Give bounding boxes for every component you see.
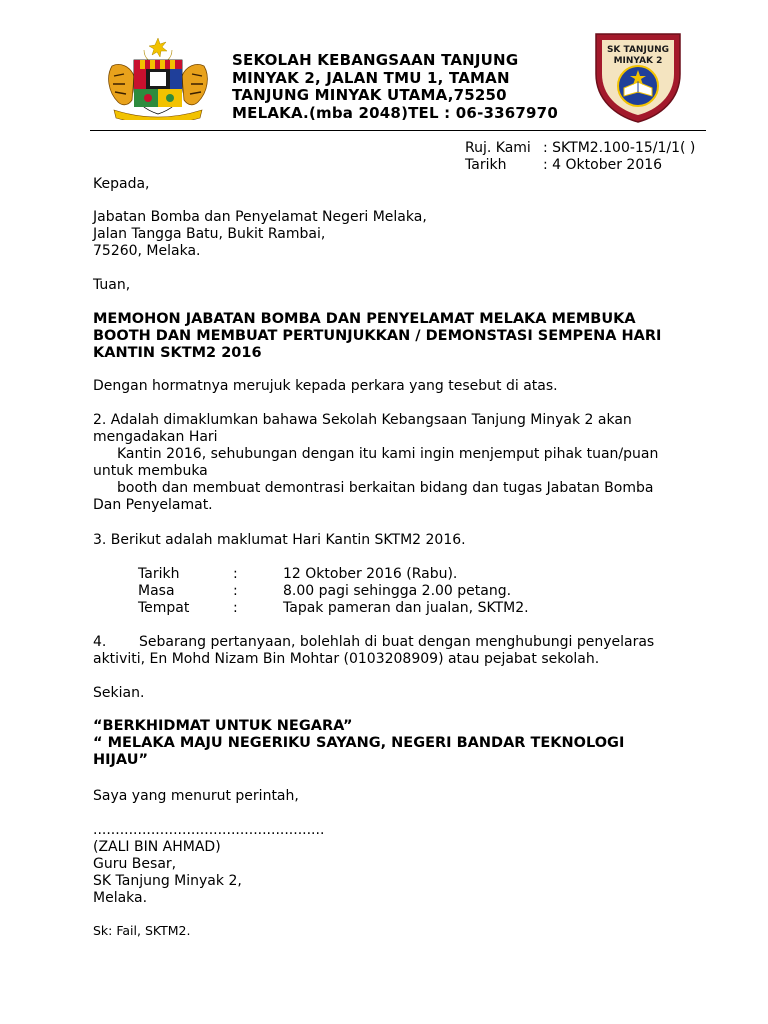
- detail-label: Masa: [138, 583, 175, 599]
- detail-row-time: [138, 583, 529, 600]
- paragraph-4: [93, 634, 654, 668]
- paragraph-2-line-2: mengadakan Hari: [93, 429, 218, 445]
- detail-colon: :: [233, 583, 238, 599]
- detail-row-place: [138, 600, 529, 617]
- detail-value: 8.00 pagi sehingga 2.00 petang.: [283, 583, 512, 599]
- logo-text-line-1: SK TANJUNG: [606, 45, 670, 55]
- date-label: Tarikh: [465, 157, 507, 173]
- paragraph-4-number: 4.: [93, 634, 107, 650]
- motto-line-2: “ MELAKA MAJU NEGERIKU SAYANG, NEGERI BANDAR TEKNOLOGI: [93, 735, 625, 751]
- carbon-copy: Sk: Fail, SKTM2.: [93, 923, 191, 938]
- detail-label: Tarikh: [138, 566, 180, 582]
- paragraph-2-line-4: untuk membuka: [93, 463, 208, 479]
- reference-block: [465, 140, 695, 174]
- recipient-line-1: Jabatan Bomba dan Penyelamat Negeri Melaka,: [93, 209, 427, 225]
- paragraph-4-line-2: aktiviti, En Mohd Nizam Bin Mohtar (0103208909) atau pejabat sekolah.: [93, 651, 600, 667]
- signature-block: [93, 822, 324, 907]
- school-name-line-1: SEKOLAH KEBANGSAAN TANJUNG: [232, 51, 519, 69]
- motto-block: [93, 718, 624, 769]
- paragraph-2-line-1: 2. Adalah dimaklumkan bahawa Sekolah Kebangsaan Tanjung Minyak 2 akan: [93, 412, 632, 428]
- paragraph-2-line-5: booth dan membuat demontrasi berkaitan bidang dan tugas Jabatan Bomba: [117, 480, 654, 496]
- opening-paragraph: Dengan hormatnya merujuk kepada perkara yang tesebut di atas.: [93, 378, 558, 394]
- reference-number-row: [465, 140, 695, 157]
- event-details: [138, 566, 529, 617]
- detail-label: Tempat: [138, 600, 190, 616]
- paragraph-2-line-3: Kantin 2016, sehubungan dengan itu kami ingin menjemput pihak tuan/puan: [117, 446, 659, 462]
- detail-value: Tapak pameran dan jualan, SKTM2.: [283, 600, 529, 616]
- signature-line: ....................................................: [93, 822, 325, 838]
- reference-value: : SKTM2.100-15/1/1( ): [543, 140, 696, 156]
- reference-label: Ruj. Kami: [465, 140, 531, 156]
- paragraph-3: 3. Berikut adalah maklumat Hari Kantin SKTM2 2016.: [93, 532, 466, 548]
- signatory-school: SK Tanjung Minyak 2,: [93, 873, 242, 889]
- detail-row-date: [138, 566, 529, 583]
- signatory-place: Melaka.: [93, 890, 148, 906]
- date-row: [465, 157, 695, 174]
- date-value: : 4 Oktober 2016: [543, 157, 663, 173]
- detail-colon: :: [233, 566, 238, 582]
- coat-of-arms-logo: [104, 36, 212, 120]
- paragraph-4-text: Sebarang pertanyaan, bolehlah di buat dengan menghubungi penyelaras: [139, 634, 655, 650]
- paragraph-4-line-1: [93, 634, 654, 651]
- logo-text-line-2: MINYAK 2: [613, 56, 663, 66]
- motto-line-1: “BERKHIDMAT UNTUK NEGARA”: [93, 718, 353, 734]
- recipient-line-3: 75260, Melaka.: [93, 243, 201, 259]
- signatory-name: (ZALI BIN AHMAD): [93, 839, 221, 855]
- detail-colon: :: [233, 600, 238, 616]
- subject-line-2: BOOTH DAN MEMBUAT PERTUNJUKKAN / DEMONSTASI SEMPENA HARI: [93, 328, 662, 344]
- letter-subject: [93, 311, 661, 362]
- subject-line-1: MEMOHON JABATAN BOMBA DAN PENYELAMAT MELAKA MEMBUKA: [93, 311, 636, 327]
- closing: Sekian.: [93, 685, 145, 701]
- school-address-line-4: MELAKA.(mba 2048)TEL : 06-3367970: [232, 103, 558, 122]
- recipient-address: [93, 209, 427, 260]
- paragraph-2: [93, 412, 658, 514]
- motto-line-3: HIJAU”: [93, 752, 149, 768]
- salutation: Tuan,: [93, 277, 131, 293]
- signature-intro: Saya yang menurut perintah,: [93, 788, 299, 804]
- recipient-line-2: Jalan Tangga Batu, Bukit Rambai,: [93, 226, 326, 242]
- paragraph-2-line-6: Dan Penyelamat.: [93, 497, 213, 513]
- subject-line-3: KANTIN SKTM2 2016: [93, 345, 262, 361]
- detail-value: 12 Oktober 2016 (Rabu).: [283, 566, 458, 582]
- school-letterhead: [232, 52, 582, 122]
- recipient-greeting: Kepada,: [93, 176, 150, 192]
- header-divider: [90, 130, 706, 131]
- school-address-line-3: TANJUNG MINYAK UTAMA,75250: [232, 86, 507, 104]
- school-logo: [590, 28, 686, 124]
- signatory-title: Guru Besar,: [93, 856, 177, 872]
- school-address-line-2: MINYAK 2, JALAN TMU 1, TAMAN: [232, 68, 510, 87]
